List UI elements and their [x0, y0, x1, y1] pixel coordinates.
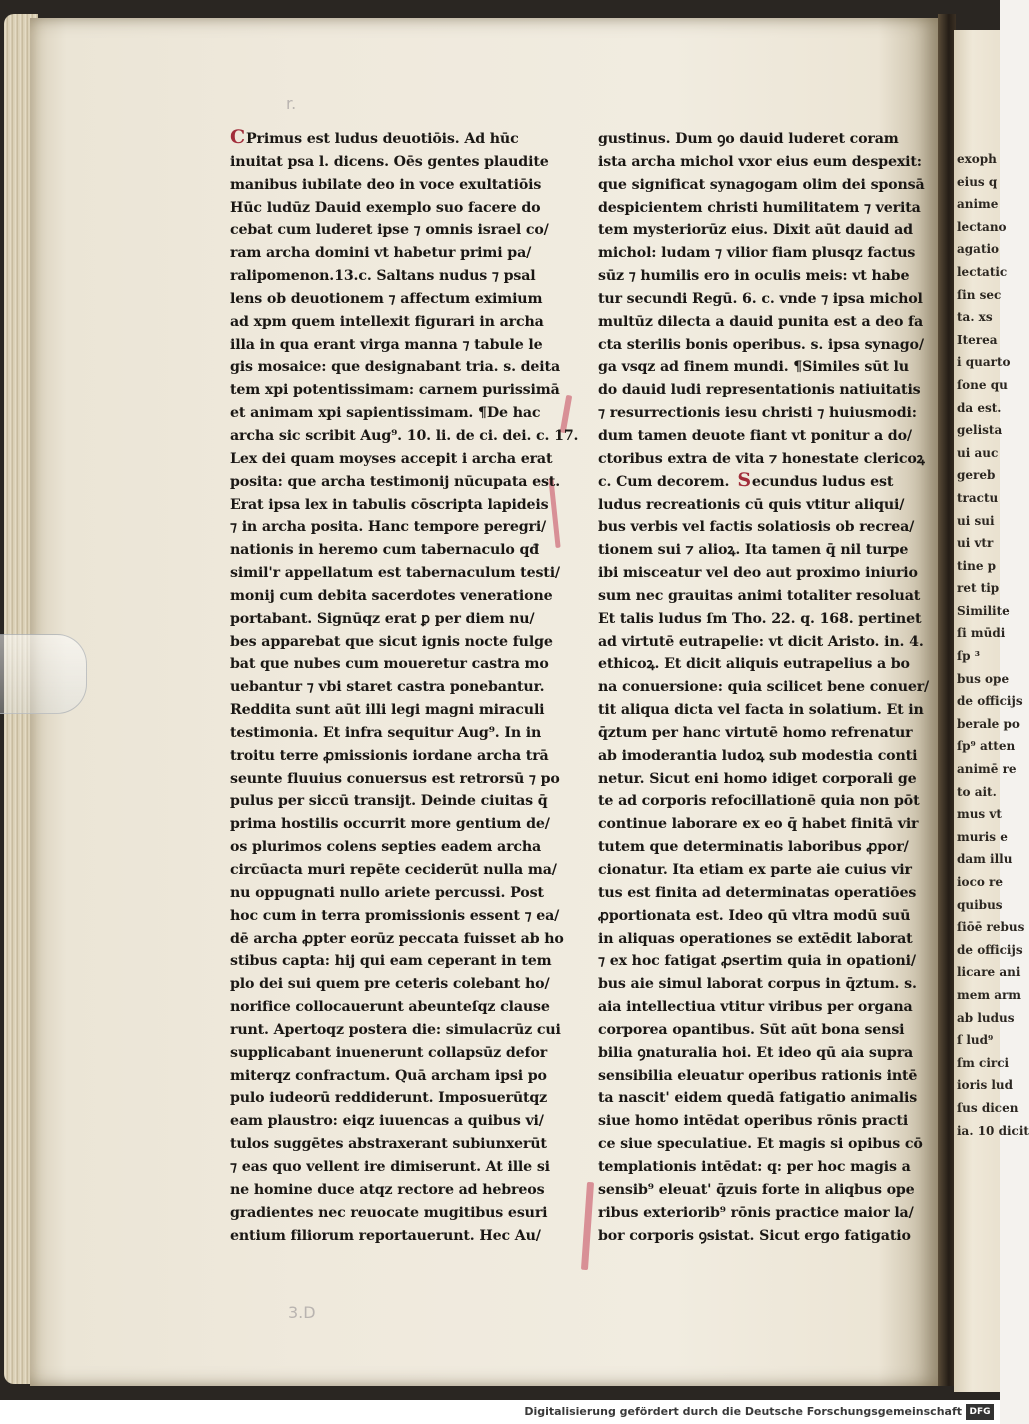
facing-text-fragment: exoph	[957, 152, 997, 166]
text-line: sum nec grauitas animi totaliter resoluat	[598, 587, 921, 604]
text-line: bes apparebat que sicut ignis nocte fulge	[230, 633, 553, 650]
facing-text-fragment: ioco re	[957, 875, 1004, 889]
facing-text-fragment: tractu	[957, 490, 999, 505]
facing-text-fragment: bus ope	[957, 671, 1010, 686]
text-line: ⁊ resurrectionis iesu christi ⁊ huiusmodi:	[598, 405, 917, 422]
text-line: ne homine duce atqz rectore ad hebreos	[230, 1181, 545, 1198]
text-line: ta nascit' eidem quedā fatigatio animalis	[598, 1090, 918, 1107]
text-line: ꝓportionata est. Ideo qū vltra modū suū	[598, 907, 911, 924]
text-line: gis mosaice: que designabant tria. s. deita	[230, 359, 560, 376]
text-line: norifice collocauerunt abeunteſqz clause	[230, 999, 550, 1016]
text-line: uebantur ⁊ vbi staret castra ponebantur.	[230, 679, 545, 696]
rubric-line: c. Cum decorem. Secundus ludus est	[598, 468, 894, 491]
facing-text-fragment: ſp ³	[957, 649, 980, 664]
facing-text-fragment: muris e	[957, 829, 1008, 844]
text-line: bor corporis ꝯsistat. Sicut ergo fatigatio	[598, 1227, 911, 1244]
text-line: bilia ꝯnaturalia hoi. Et ideo qū aia supra	[598, 1044, 914, 1061]
text-line: bus verbis vel factis solatiosis ob recrea/	[598, 519, 915, 536]
text-line: tit aliqua dicta vel facta in solatium. Et in	[598, 702, 924, 719]
text-line: ludus recreationis cū quis vtitur aliqui/	[598, 496, 905, 513]
text-line: inuitat psa l. dicens. Oēs gentes plaudite	[230, 153, 549, 170]
text-line: ctoribus extra de vita ⁊ honestate clericoꝝ	[598, 450, 925, 467]
facing-text-fragment: animē re	[957, 762, 1017, 777]
text-line: entium filiorum reportauerunt. Hec Au/	[230, 1227, 541, 1244]
facing-text-fragment: ia. 10 dicit	[957, 1123, 1029, 1138]
text-line: ⁊ ex hoc fatigat ꝓsertim quia in opationi/	[598, 953, 916, 970]
text-line: sensib⁹ eleuat' q̄zuis forte in aliqbus ope	[598, 1181, 915, 1198]
text-line: cebat cum luderet ipse ⁊ omnis israel co/	[230, 222, 549, 239]
text-line: troitu terre ꝓmissionis iordane archa trā	[230, 747, 549, 764]
text-line: tem mysteriorūz eius. Dixit aūt dauid ad	[598, 222, 913, 239]
facing-text-fragment: ſin sec	[957, 287, 1002, 302]
facing-text-fragment: Similite	[957, 603, 1010, 618]
text-line: posita: que archa testimonij nūcupata est.	[230, 473, 560, 490]
text-line: prima hostilis occurrit more gentium de/	[230, 816, 550, 833]
text-line: portabant. Signūqz erat ꝑ per diem nu/	[230, 610, 535, 627]
text-line: dum tamen deuote fiant vt ponitur a do/	[598, 427, 912, 444]
text-fragment: c. Cum decorem.	[598, 473, 730, 490]
facing-text-fragment: ſus dicen	[957, 1100, 1019, 1115]
text-line: tem xpi potentissimam: carnem purissimā	[230, 382, 560, 399]
text-line: gustinus. Dum ꝯo dauid luderet coram	[598, 131, 899, 147]
facing-text-fragment: da est.	[957, 400, 1002, 415]
text-line: ce siue speculatiue. Et magis si opibus cō	[598, 1136, 923, 1153]
text-line: cta sterilis bonis operibus. s. ipsa synago/	[598, 336, 924, 353]
facing-text-fragment: ſp⁹ atten	[957, 739, 1016, 754]
facing-text-fragment: eius q	[957, 174, 998, 189]
dfg-logo: DFG	[966, 1404, 994, 1420]
facing-text-fragment: lectatic	[957, 264, 1008, 279]
facing-text-fragment: anime	[957, 197, 999, 212]
text-line: et animam xpi sapientissimam. ¶De hac	[230, 405, 541, 422]
text-line: despicientem christi humilitatem ⁊ verita	[598, 199, 921, 216]
footer-bar	[0, 1400, 1000, 1424]
facing-text-fragment: ſ lud⁹	[957, 1033, 994, 1048]
facing-text-fragment: agatio	[957, 242, 1000, 257]
facing-text-fragment: dam illu	[957, 852, 1013, 867]
facing-text-fragment: ſiōē rebus	[957, 920, 1025, 935]
text-line: ab imoderantia ludoꝝ sub modestia conti	[598, 747, 918, 764]
text-line: tus est finita ad determinatas operatiōes	[598, 884, 917, 901]
text-line: ga vsqz ad finem mundi. ¶Similes sūt lu	[598, 359, 909, 376]
facing-text-fragment: berale po	[957, 716, 1020, 731]
text-line: simil'r appellatum est tabernaculum testi/	[230, 565, 560, 582]
text-line: archa sic scribit Aug⁹. 10. li. de ci. dei. c. 17.	[230, 427, 579, 444]
text-line: Hūc ludūz Dauid exemplo suo facere do	[230, 199, 541, 216]
pencil-mark-top: r.	[286, 94, 297, 113]
pencil-mark-bottom: 3.D	[288, 1303, 316, 1322]
text-line: Reddita sunt aūt illi legi magni miraculi	[230, 702, 545, 719]
text-line: te ad corporis refocillationē quia non pōt	[598, 793, 920, 810]
text-line: ⁊ in archa posita. Hanc tempore peregri/	[230, 519, 547, 536]
text-line: os plurimos colens septies eadem archa	[230, 839, 542, 856]
text-line: stibus capta: hij qui eam ceperant in tem	[230, 953, 552, 970]
text-line: tionem sui ⁊ alioꝝ. Ita tamen q̄ nil turpe	[598, 542, 909, 559]
text-line: supplicabant inuenerunt collapsūz defor	[230, 1044, 548, 1061]
text-line: ralipomenon.13.c. Saltans nudus ⁊ psal	[230, 268, 536, 285]
text-line: dē archa ꝓpter eorūz peccata fuisset ab ho	[230, 930, 564, 947]
text-line: sensibilia eleuatur operibus rationis intē	[598, 1067, 918, 1084]
text-line: lens ob deuotionem ⁊ affectum eximium	[230, 290, 543, 307]
facing-page-fragment	[954, 30, 1029, 1392]
text-line: testimonia. Et infra sequitur Aug⁹. In in	[230, 724, 542, 741]
facing-text-fragment: i quarto	[957, 355, 1011, 370]
text-line: manibus iubilate deo in voce exultatiōis	[230, 176, 542, 193]
text-line: q̄ztum per hanc virtutē homo refrenatur	[598, 724, 913, 741]
text-line: siue homo intēdat operibus rōnis practi	[598, 1113, 909, 1130]
text-line: tur secundi Regū. 6. c. vnde ⁊ ipsa michol	[598, 290, 923, 307]
red-initial: C	[230, 126, 245, 148]
text-line: nationis in heremo cum tabernaculo qđ	[230, 542, 540, 559]
text-line: illa in qua erant virga manna ⁊ tabule le	[230, 336, 543, 353]
facing-text-fragment: ſone qu	[957, 377, 1008, 392]
text-line: ad xpm quem intellexit figurari in archa	[230, 313, 544, 330]
text-line: sūz ⁊ humilis ero in oculis meis: vt habe	[598, 268, 910, 285]
text-line: continue laborare ex eo q̄ habet finitā vir	[598, 816, 919, 833]
text-line: pulus per siccū transijt. Deinde ciuitas q̄	[230, 793, 548, 810]
text-line: ista archa michol vxor eius eum despexit:	[598, 153, 922, 170]
text-line: cionatur. Ita etiam ex parte aie cuius vir	[598, 862, 912, 878]
text-line: plo dei sui quem pre ceteris colebant ho/	[230, 976, 550, 993]
facing-text-fragment: gereb	[957, 468, 996, 483]
facing-text-fragment: licare ani	[957, 965, 1021, 980]
text-line: ibi misceatur vel deo aut proximo iniurio	[598, 565, 918, 582]
text-line: ethicoꝝ. Et dicit aliquis eutrapelius a bo	[598, 656, 910, 673]
text-line: monij cum debita sacerdotes veneratione	[230, 587, 553, 604]
text-line: do dauid ludi representationis natiuitatis	[598, 382, 921, 399]
facing-text-fragment: ret tip	[957, 581, 1000, 596]
text-line: tutem que determinatis laboribus ꝓpor/	[598, 839, 909, 856]
facing-text-fragment: Iterea	[957, 332, 998, 347]
facing-text-fragment: to ait.	[957, 784, 997, 799]
text-line: Lex dei quam moyses accepit i archa erat	[230, 450, 553, 467]
facing-text-fragment: ui sui	[957, 513, 995, 528]
text-line: pulo iudeorū reddiderunt. Imposuerūtqz	[230, 1090, 548, 1107]
text-line: in aliquas operationes se extēdit laborat	[598, 930, 913, 947]
text-line: ⁊ eas quo vellent ire dimiserunt. At ille si	[230, 1158, 550, 1175]
text-line: eam plaustro: eiqz iuuencas a quibus vi/	[230, 1113, 544, 1130]
facing-text-fragment: tine p	[957, 558, 997, 573]
text-line: gradientes nec reuocate mugitibus esuri	[230, 1204, 548, 1221]
text-line: Erat ipsa lex in tabulis cōscripta lapideis	[230, 496, 549, 513]
text-line: ribus exteriorib⁹ rōnis practice maior la/	[598, 1204, 914, 1221]
facing-text-fragment: ioris lud	[957, 1078, 1014, 1093]
text-line: multūz dilecta a dauid punita est a deo fa	[598, 313, 924, 330]
text-line: bat que nubes cum moueretur castra mo	[230, 656, 549, 673]
text-line: bus aie simul laborat corpus in q̄ztum. s.	[598, 976, 917, 993]
clip-mark	[0, 634, 87, 714]
facing-text-fragment: ui auc	[957, 445, 999, 460]
facing-text-fragment: ui vtr	[957, 536, 994, 551]
facing-text-fragment: ta. xs	[957, 310, 993, 325]
text-column-left	[230, 128, 590, 1247]
facing-text-fragment: mus vt	[957, 807, 1002, 822]
facing-text-fragment: de officijs	[957, 942, 1023, 957]
facing-text-fragment: lectano	[957, 219, 1007, 234]
text-line: tulos suggētes abstraxerant subiunxerūt	[230, 1136, 547, 1153]
first-line: CPrimus est ludus deuotiōis. Ad hūc	[230, 126, 519, 148]
text-line: michol: ludam ⁊ vilior fiam plusqz factus	[598, 245, 916, 262]
text-line: netur. Sicut eni homo idiget corporali ge	[598, 770, 917, 787]
facing-text-fragment: de officijs	[957, 694, 1023, 709]
text-line: na conuersione: quia scilicet bene conuer/	[598, 679, 930, 696]
text-line: aia intellectiua vtitur viribus per organa	[598, 999, 913, 1016]
facing-text-fragment: mem arm	[957, 987, 1022, 1002]
text-column-right	[598, 128, 938, 1247]
text-line: Et talis ludus ſm Tho. 22. q. 168. pertinet	[598, 610, 922, 627]
text-line: ram archa domini vt habetur primi pa/	[230, 245, 532, 262]
funding-credit: Digitalisierung gefördert durch die Deutsche Forschungsgemeinschaft	[524, 1405, 962, 1418]
facing-text-fragment: ſi mūdi	[957, 626, 1006, 641]
facing-text-fragment: ab ludus	[957, 1010, 1015, 1025]
red-initial: S	[737, 468, 751, 491]
facing-text-fragment: quibus	[957, 897, 1003, 912]
text-line: seunte fluuius conuersus est retrorsū ⁊ po	[230, 770, 560, 787]
text-line: corporea opantibus. Sūt aūt bona sensi	[598, 1021, 905, 1038]
text-line: runt. Apertoqz postera die: simulacrūz cui	[230, 1021, 561, 1038]
text-line: miterqz confractum. Quā archam ipsi po	[230, 1067, 547, 1084]
facing-text-fragment: gelista	[957, 423, 1003, 438]
text-line: ad virtutē eutrapelie: vt dicit Aristo. in. 4.	[598, 633, 924, 650]
text-line: circūacta muri repēte ceciderūt nulla ma/	[230, 862, 557, 878]
facing-text-fragment: ſm circi	[957, 1055, 1010, 1070]
text-line: que significat synagogam olim dei sponsā	[598, 176, 925, 193]
text-line: hoc cum in terra promissionis essent ⁊ ea/	[230, 907, 560, 924]
text-line: templationis intēdat: q: per hoc magis a	[598, 1158, 911, 1175]
text-line: nu oppugnati nullo ariete percussi. Post	[230, 884, 544, 901]
